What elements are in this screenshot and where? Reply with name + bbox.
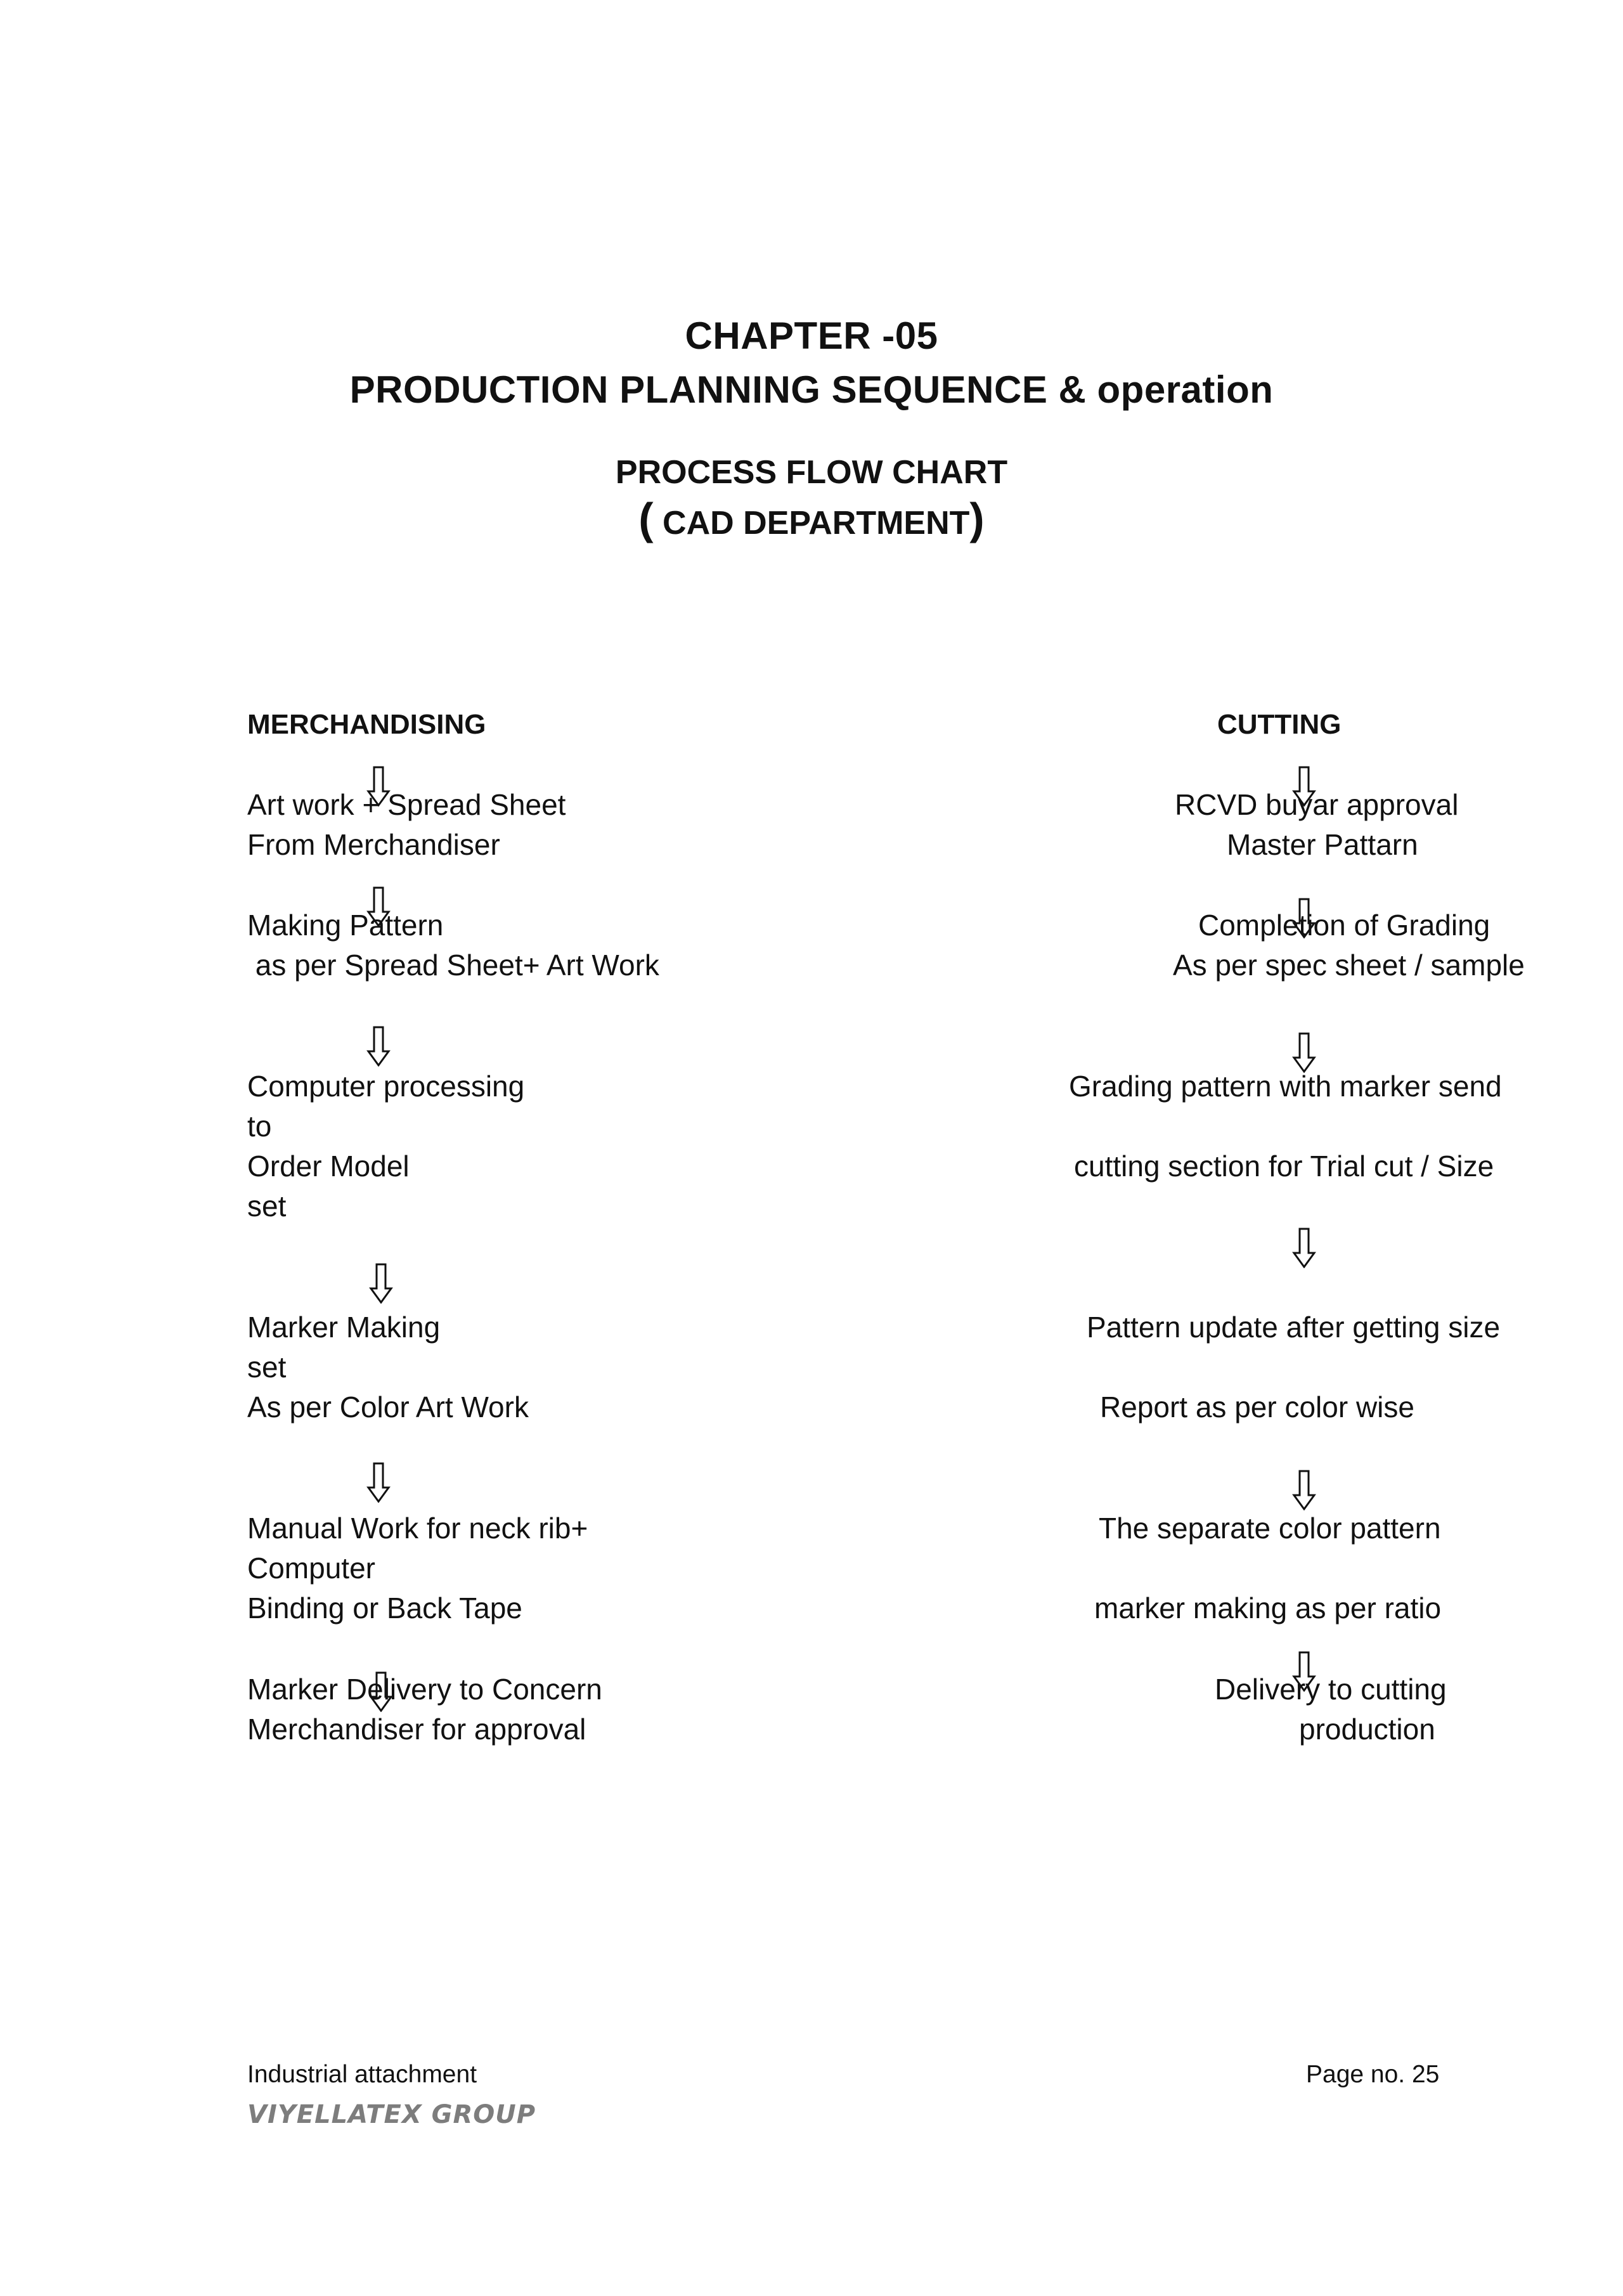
right-step-1-line-2: Master Pattarn <box>1227 828 1418 861</box>
down-arrow-icon <box>1292 1009 1316 1050</box>
chapter-title: PRODUCTION PLANNING SEQUENCE & operation <box>349 368 1274 411</box>
company-logo: VIYELLATEX GROUP <box>247 2100 536 2129</box>
left-step-2-line-2: as per Spread Sheet+ Art Work <box>247 949 659 982</box>
department-title <box>0 493 1623 544</box>
right-step-6-line-2: production <box>1299 1713 1435 1746</box>
left-step-5-line-3: Binding or Back Tape <box>247 1592 522 1625</box>
down-arrow-icon <box>1292 1447 1316 1488</box>
right-step-5-line-2: marker making as per ratio <box>1094 1592 1442 1625</box>
right-step-2-line-2: As per spec sheet / sample <box>1173 949 1525 982</box>
left-step-3-line-4: set <box>247 1190 287 1223</box>
left-step-1-line-2: From Merchandiser <box>247 828 500 861</box>
right-step-2-line-1: Completion of Grading <box>1198 909 1490 942</box>
right-step-1-line-1: RCVD buyar approval <box>1175 788 1459 821</box>
down-arrow-icon <box>366 1003 391 1044</box>
down-arrow-icon <box>366 864 391 904</box>
right-step-4-line-2: Report as per color wise <box>1100 1391 1414 1424</box>
left-step-6-line-2: Merchandiser for approval <box>247 1713 586 1746</box>
right-step-5-line-1: The separate color pattern <box>1099 1512 1441 1545</box>
left-step-3-line-1: Computer processing <box>247 1070 525 1103</box>
left-step-3-line-2: to <box>247 1110 272 1143</box>
footer-left-text: Industrial attachment <box>247 2061 477 2088</box>
down-arrow-icon <box>369 1240 393 1281</box>
merchandising-heading: MERCHANDISING <box>247 709 486 740</box>
left-step-2-line-1: Making Pattern <box>247 909 444 942</box>
down-arrow-icon <box>1292 1205 1316 1245</box>
down-arrow-icon <box>369 1649 393 1689</box>
left-step-1-line-1: Art work + Spread Sheet <box>247 788 566 821</box>
open-paren: ( <box>638 494 654 543</box>
left-step-4-line-3: As per Color Art Work <box>247 1391 529 1424</box>
left-step-6-line-1: Marker Delivery to Concern <box>247 1673 602 1706</box>
close-paren: ) <box>969 494 985 543</box>
left-step-4-line-2: set <box>247 1351 287 1384</box>
left-step-5-line-1: Manual Work for neck rib+ <box>247 1512 588 1545</box>
page-number: Page no. 25 <box>1306 2061 1440 2088</box>
department-name: CAD DEPARTMENT <box>653 505 970 542</box>
right-step-6-line-1: Delivery to cutting <box>1215 1673 1447 1706</box>
right-step-4-line-1: Pattern update after getting size <box>1087 1311 1501 1344</box>
down-arrow-icon <box>366 743 391 784</box>
right-step-3-line-1: Grading pattern with marker send <box>1069 1070 1502 1103</box>
left-step-5-line-2: Computer <box>247 1552 375 1585</box>
right-step-3-line-2: cutting section for Trial cut / Size <box>1074 1150 1494 1183</box>
down-arrow-icon <box>366 1439 391 1480</box>
down-arrow-icon <box>1292 1628 1316 1669</box>
left-step-4-line-1: Marker Making <box>247 1311 441 1344</box>
left-step-3-line-3: Order Model <box>247 1150 410 1183</box>
down-arrow-icon <box>1292 875 1316 916</box>
chapter-number: CHAPTER -05 <box>685 315 938 357</box>
down-arrow-icon <box>1292 743 1316 784</box>
flow-chart-title: PROCESS FLOW CHART <box>615 454 1008 491</box>
cutting-heading: CUTTING <box>1217 709 1342 740</box>
